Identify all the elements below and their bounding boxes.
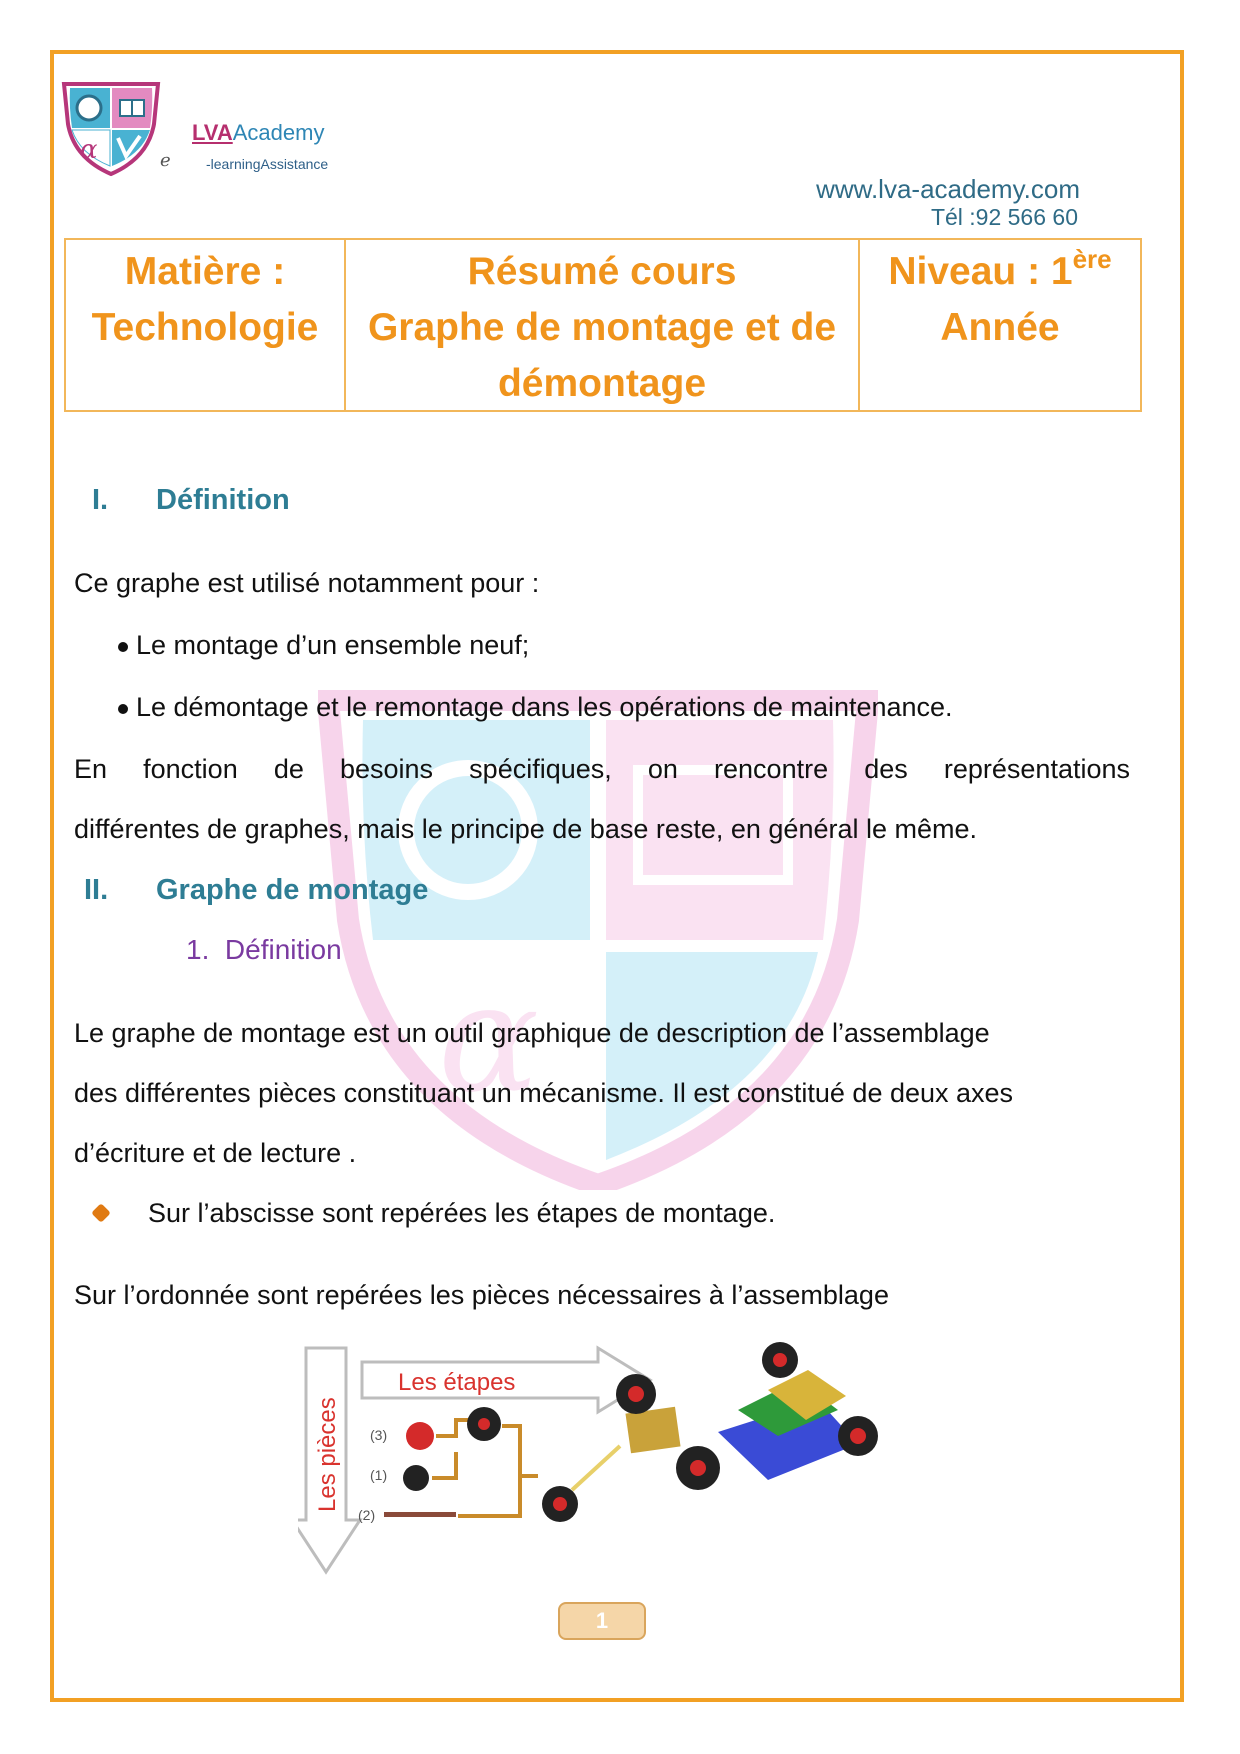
page-number-badge: 1 [558, 1602, 646, 1640]
part-label-2: (2) [358, 1507, 376, 1523]
course-cell [346, 240, 860, 410]
assembly-graph-figure [298, 1340, 898, 1576]
website-link[interactable]: www.lva-academy.com [816, 174, 1080, 204]
section-1-heading: I. Définition [92, 484, 290, 516]
list-item: Le montage d’un ensemble neuf; [118, 630, 1178, 660]
subsection-heading: 1. Définition [186, 934, 342, 965]
parts-label: Les pièces [314, 1397, 341, 1512]
subject-cell [66, 240, 346, 410]
hub-part-icon [406, 1422, 434, 1450]
axle-part-icon [384, 1512, 456, 1517]
lva-shield-logo-icon [56, 78, 166, 178]
phone-number: Tél :92 566 60 [930, 204, 1078, 230]
title-table [64, 238, 1142, 412]
section-1-paragraph-line1: En fonction de besoins spécifiques, on rencontre des représentations [74, 754, 1130, 784]
steps-label: Les étapes [398, 1369, 516, 1396]
subject-label: Matière : [124, 250, 286, 293]
section-2-heading: II. Graphe de montage [84, 874, 429, 906]
subject-value: Technologie [91, 306, 319, 349]
svg-text:α: α [438, 952, 540, 1126]
section-1-paragraph-line2: différentes de graphes, mais le principe de base reste, en général le même. [74, 814, 978, 844]
brand-e-letter: e [160, 150, 171, 171]
level-cell [860, 240, 1140, 410]
abscissa-item: Sur l’abscisse sont repérées les étapes de montage. [148, 1198, 776, 1228]
brand-name: LVAAcademy [192, 120, 325, 145]
level-value: Année [940, 306, 1060, 349]
course-type: Résumé cours [467, 250, 737, 293]
section-2-paragraph-line3: d’écriture et de lecture . [74, 1138, 357, 1168]
kart-model-icon [616, 1342, 878, 1490]
section-1-intro: Ce graphe est utilisé notamment pour : [74, 568, 540, 598]
ordinate-text: Sur l’ordonnée sont repérées les pièces nécessaires à l’assemblage [74, 1280, 889, 1310]
part-label-1: (1) [370, 1467, 388, 1483]
bullet-icon [118, 642, 128, 652]
section-2-paragraph-line2: des différentes pièces constituant un mécanisme. Il est constitué de deux axes [74, 1078, 1014, 1108]
section-2-paragraph-line1: Le graphe de montage est un outil graphique de description de l’assemblage [74, 1018, 990, 1048]
svg-text:α: α [80, 135, 98, 165]
course-title-line2: démontage [497, 362, 707, 405]
bullet-icon [118, 704, 128, 714]
brand-tagline: -learningAssistance [206, 156, 329, 172]
course-title-line1: Graphe de montage et de [367, 306, 837, 349]
part-label-3: (3) [370, 1427, 388, 1443]
list-item: Le démontage et le remontage dans les opérations de maintenance. [118, 692, 1178, 722]
wheel-part-icon [403, 1465, 429, 1491]
level-label: Niveau : 1ère [888, 244, 1112, 293]
